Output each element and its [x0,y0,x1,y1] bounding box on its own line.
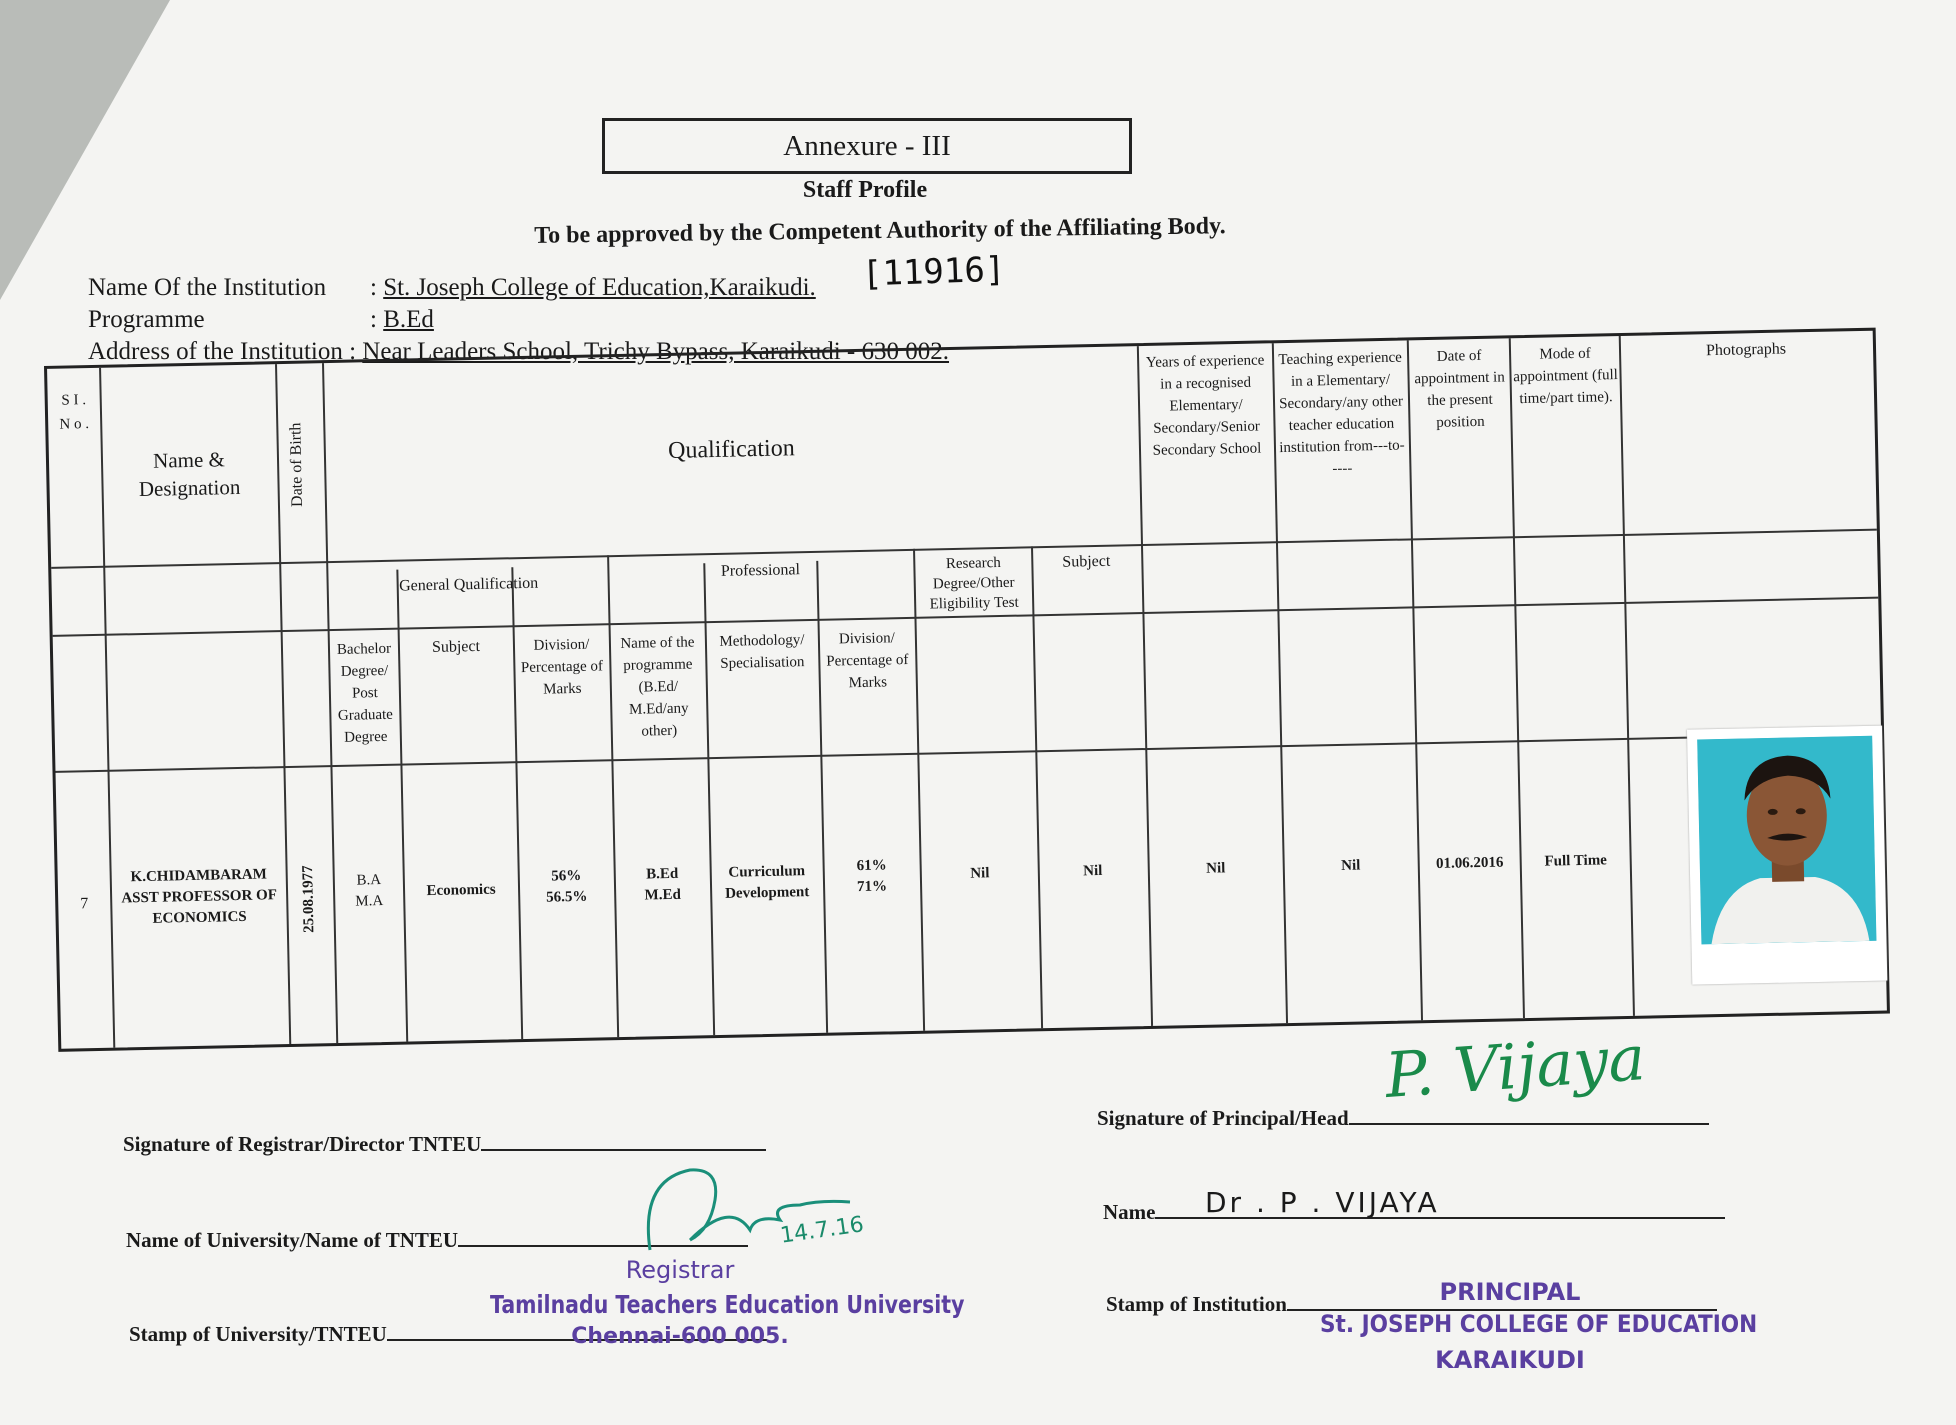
principal-stamp-org: St. JOSEPH COLLEGE OF EDUCATION [1320,1310,1758,1338]
registrar-signature-row [123,1132,766,1157]
registrar-stamp-title: Registrar [625,1256,735,1284]
staff-table [44,328,1890,1052]
row-mode-appointment: Full Time [1544,852,1608,870]
table-divider [1509,338,1525,1018]
row-prof-percentages [824,855,919,899]
row-date-appointment: 01.06.2016 [1435,854,1504,872]
address-label: Address of the Institution [88,338,343,365]
header-division-pct: Division/ Percentage of Marks [520,636,604,698]
row-years-experience: Nil [1206,860,1226,877]
programme-label: Programme [88,306,205,333]
row-teaching-experience: Nil [1340,857,1361,874]
row-methodology: Curriculum Development [724,863,810,902]
row-percentages [520,865,614,909]
row-research: Nil [970,865,990,882]
header-date-appointment: Date of appointment in the present position [1414,347,1505,431]
header-professional: Professional [720,561,801,580]
header-teaching-experience: Teaching experience in a Elementary/ Secondary/any other teacher education institution from---to----- [1278,349,1405,478]
row-ppct-1: 61% [856,857,887,875]
address-row: Address of the Institution : Near Leaders School, Trichy Bypass, Karaikudi - 630 002. [88,338,950,365]
row-prog-1: B.Ed [646,865,679,883]
row-prog-2: M.Ed [644,886,682,904]
row-pct-1: 56% [551,867,582,885]
staff-profile-title: Staff Profile [802,177,928,203]
registrar-stamp-city: Chennai-600 005. [571,1324,789,1349]
row-subject-2: Nil [1083,862,1103,880]
principal-signature: P. Vijaya [1382,1021,1648,1112]
row-degree-1: B.A [356,872,382,889]
institution-code: [11916] [861,249,1006,295]
header-bachelor: Bachelor Degree/ Post Graduate Degree [336,640,394,746]
principal-stamp-city: KARAIKUDI [1435,1346,1585,1374]
header-subject-top: Subject [1062,552,1111,571]
row-ppct-2: 71% [856,878,888,896]
row-name: K.CHIDAMBARAM [130,866,267,886]
university-stamp-label: Stamp of University/TNTEU [129,1322,387,1346]
address-value: Near Leaders School, Trichy Bypass, Karaikudi - 630 002. [362,338,950,365]
programme-row: Programme : B.Ed [88,306,434,333]
institution-name-value: St. Joseph College of Education,Karaikudi. [383,274,816,301]
table-divider [1619,336,1635,1016]
principal-stamp-title: PRINCIPAL [1439,1278,1581,1306]
annexure-title-box [602,118,1132,174]
row-name-designation [114,864,285,931]
principal-name-label: Name [1103,1200,1156,1224]
row-pct-2: 56.5% [545,888,588,906]
header-sl-no: S I . N o . [59,392,90,433]
row-programmes [616,863,710,907]
header-photographs: Photographs [1705,340,1787,360]
principal-signature-label: Signature of Principal/Head [1097,1106,1349,1130]
table-divider [1407,340,1423,1020]
registrar-stamp-org: Tamilnadu Teachers Education University [490,1290,965,1319]
approval-subtitle: To be approved by the Competent Authority of the Affiliating Body. [534,213,1226,249]
principal-name-value: Dr . P . VIJAYA [1205,1186,1440,1219]
institution-name-row: Name Of the Institution : St. Joseph College of Education,Karaikudi. [88,274,816,301]
row-subject: Economics [426,881,496,900]
header-years-experience: Years of experience in a recognised Elementary/ Secondary/Senior Secondary School [1145,352,1265,459]
table-divider [1031,546,1043,1028]
institution-name-label: Name Of the Institution [88,274,327,301]
header-subject: Subject [431,637,481,656]
row-designation: ASST PROFESSOR OF ECONOMICS [121,887,278,927]
header-name-designation: Name & Designation [138,447,241,502]
table-divider [607,555,619,1037]
header-general-qualification: General Qualification [398,574,539,595]
header-programme-name: Name of the programme (B.Ed/ M.Ed/any other) [620,634,695,740]
university-name-label: Name of University/Name of TNTEU [126,1228,459,1252]
programme-value: B.Ed [383,306,434,333]
header-dob: Date of Birth [287,422,307,508]
header-research: Research Degree/Other Eligibility Test [929,555,1019,613]
principal-signature-line [1349,1123,1709,1125]
header-qualification: Qualification [667,435,795,464]
registrar-signature-label: Signature of Registrar/Director TNTEU [123,1132,482,1156]
person-portrait-icon [1697,736,1876,945]
registrar-signature-line [481,1149,766,1151]
registrar-date: 14.7.16 [778,1212,866,1249]
row-degree-2: M.A [355,893,384,910]
annexure-title: Annexure - III [783,129,951,162]
row-sl-no: 7 [80,895,89,913]
row-dob: 25.08.1977 [300,865,318,933]
header-division-pct2: Division/ Percentage of Marks [826,630,909,692]
table-divider [913,549,925,1031]
institution-stamp-label: Stamp of Institution [1106,1292,1287,1316]
staff-photo [1687,726,1887,985]
header-methodology: Methodology/ Specialisation [719,632,805,672]
header-mode-appointment: Mode of appointment (full time/part time). [1513,345,1618,408]
row-degrees [336,870,403,913]
